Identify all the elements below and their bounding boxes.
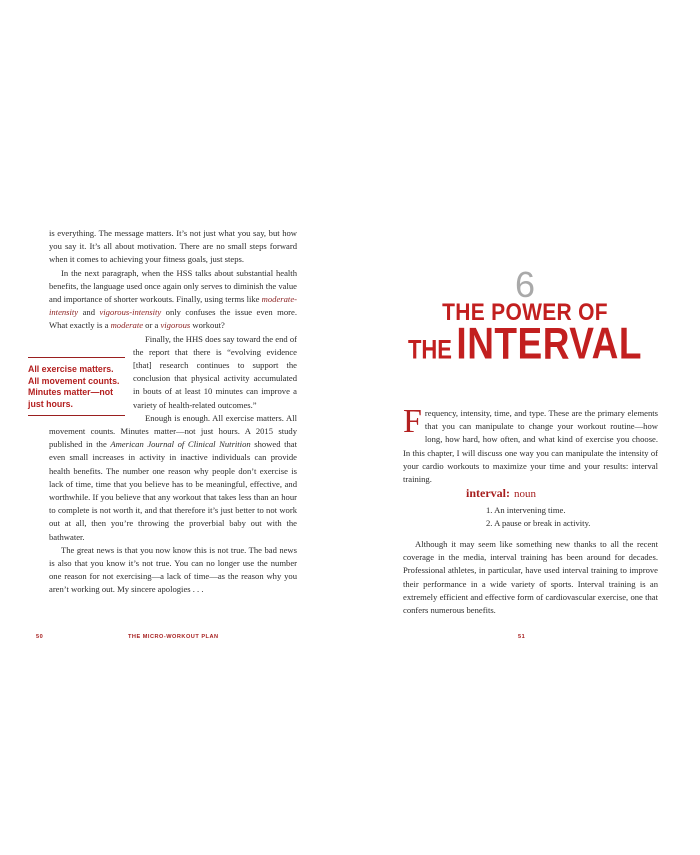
chapter-title-line-2 <box>350 319 700 369</box>
right-paragraph-2: Although it may seem like something new thanks to all the recent coverage in the media, interval training has been around for decades. Professional athletes, in particular, have used interval training to improve their performance in a wide variety of sports. Interval training is an extremely efficient and effective form of cardiovascular exercise, one that confers numerous benefits. <box>403 539 658 616</box>
definition-block <box>466 484 590 530</box>
running-head: THE MICRO-WORKOUT PLAN <box>128 634 219 640</box>
text-run: In the next paragraph, when the HSS talks about substantial health benefits, the language used once again only serves to diminish the value and importance of shorter workouts. Finally, using terms like <box>49 267 297 305</box>
text-run: Finally, the HHS does say toward the end of the report that there is “evolving evidence [that] research continues to support the conclusion that physical activity accumulated in bouts of at least 10 minutes can improve a variety of health-related outcomes.” <box>133 333 297 410</box>
emphasis-text: moderate-intensity <box>49 294 297 318</box>
chapter-number: 6 <box>514 264 536 305</box>
text-run: showed that even small increases in activity in inactive individuals can provide health benefits. The number one reason why people don’t exercise is lack of time, time that you believe has to be meaningful, effective, and worthwhile. If you believe that any workout that takes less than an hour to complete is not worth it, and that therefore it’s just better to not work out at all, then you’re throwing the proverbial baby out with the bathwater. <box>49 439 297 542</box>
chapter-title-the: THE <box>407 334 452 365</box>
definition-sense: 1. An intervening time. <box>486 505 566 515</box>
emphasis-text: vigorous <box>160 320 191 331</box>
text-run: Enough is enough. All exercise matters. All movement counts. Minutes matter—not just hours. A 2015 study published in the <box>49 412 297 450</box>
definition-senses <box>486 504 590 530</box>
chapter-intro <box>403 403 658 486</box>
left-paragraph-5: The great news is that you now know this is not true. The bad news is also that you know it’s not true. You can no longer use the number one reason for not exercising—a lack of time—as the reason why you aren’t working out. My sincere apologies . . . <box>49 544 297 595</box>
text-run: and <box>78 307 100 318</box>
left-paragraph-2 <box>49 267 297 333</box>
right-page-number: 51 <box>518 634 526 640</box>
definition-sense: 2. A pause or break in activity. <box>486 518 591 528</box>
text-run: only confuses the issue even more. What exactly is a <box>49 307 297 331</box>
definition-part-of-speech: noun <box>514 488 536 500</box>
intro-paragraph <box>403 403 658 486</box>
text-run: or a <box>143 320 161 331</box>
chapter-title-line-1: THE POWER OF <box>442 299 608 326</box>
left-paragraph-1: is everything. The message matters. It’s not just what you say, but how you say it. It’s all about motivation. There are no small steps forward when it comes to achieving your fitness goals, just steps. <box>49 228 297 265</box>
text-run: requency, intensity, time, and type. These are the primary elements that you can manipulate to change your workout routine—how long, how hard, how often, and what kind of exercise you choose. In this chapter, I will discuss one way you can manipulate the intensity of your cardio workouts to maximize your time and your results: interval training. <box>403 408 658 485</box>
emphasis-text: moderate <box>110 320 144 331</box>
pull-quote: All exercise matters. All movement counts. Minutes matter—not just hours. <box>28 357 125 416</box>
definition-word: interval: <box>466 486 510 500</box>
text-run: workout? <box>190 320 225 331</box>
right-page <box>350 0 700 855</box>
chapter-title-interval: INTERVAL <box>456 318 643 368</box>
emphasis-text: vigorous-intensity <box>99 307 162 318</box>
left-paragraph-4 <box>49 412 297 544</box>
right-body-text <box>403 538 658 617</box>
left-page-number: 50 <box>36 634 44 640</box>
journal-title: American Journal of Clinical Nutrition <box>110 439 251 450</box>
drop-cap: F <box>403 403 422 440</box>
